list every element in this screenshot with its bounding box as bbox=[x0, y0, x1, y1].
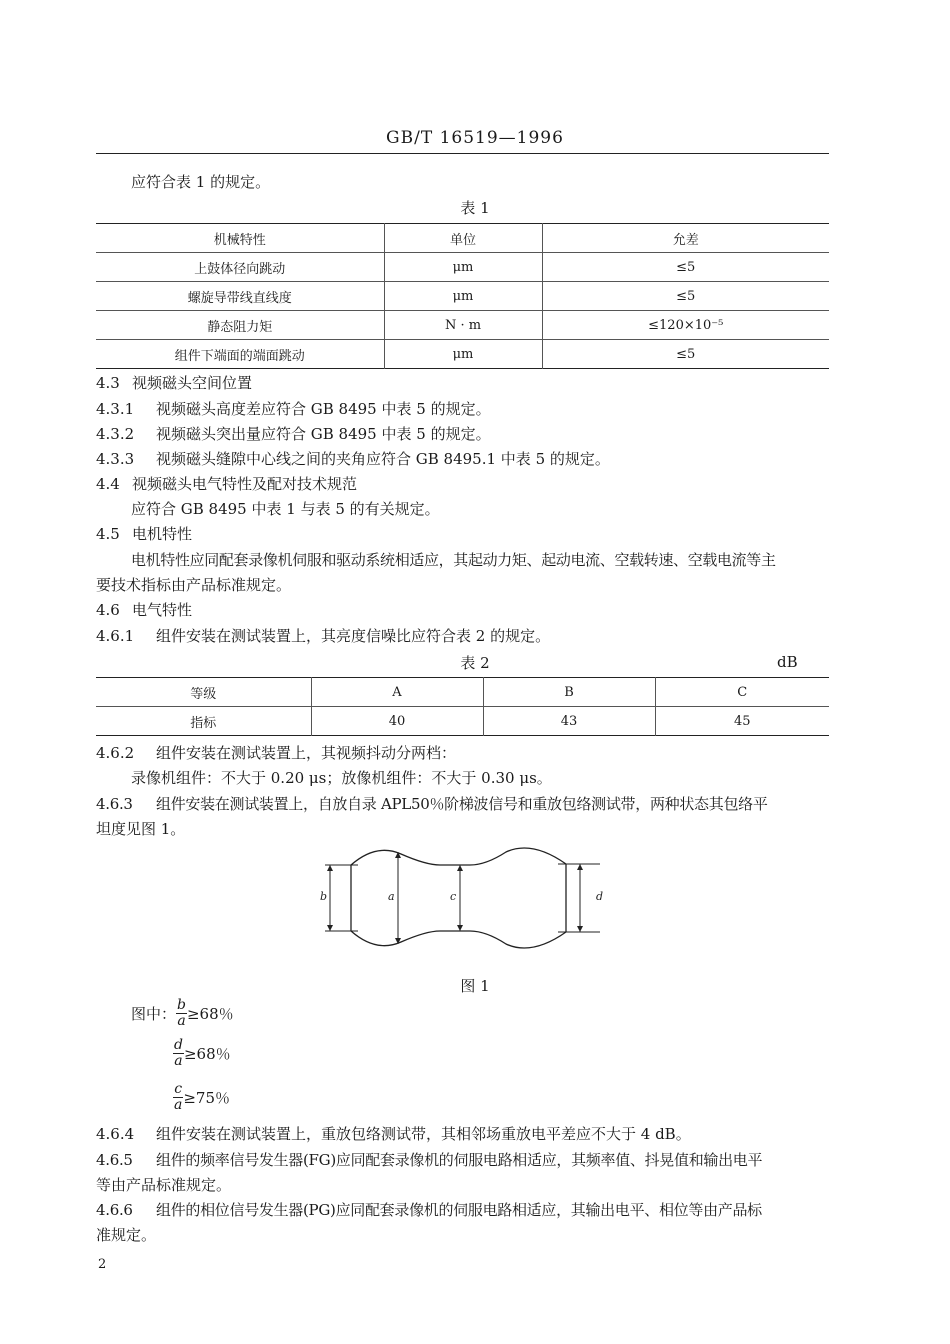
fraction bbox=[173, 1082, 183, 1113]
section-heading: 视频磁头电气特性及配对技术规范 bbox=[132, 475, 358, 493]
table1-cell: μm bbox=[384, 253, 542, 282]
section-4-3-2 bbox=[96, 424, 491, 444]
table-row bbox=[96, 282, 829, 311]
page-number: 2 bbox=[98, 1257, 107, 1272]
section-4-6-3 bbox=[96, 794, 768, 814]
section-4-5 bbox=[96, 524, 192, 544]
table1-cell: ≤5 bbox=[542, 253, 829, 282]
section-4-6-2-body: 录像机组件：不大于 0.20 μs；放像机组件：不大于 0.30 μs。 bbox=[131, 769, 552, 787]
table2-header-cell: A bbox=[311, 678, 483, 707]
table2-cell: 指标 bbox=[96, 707, 311, 736]
table1-cell: 静态阻力矩 bbox=[96, 311, 384, 340]
table2-header-cell: C bbox=[655, 678, 829, 707]
section-text: 组件的频率信号发生器(FG)应同配套录像机的伺服电路相适应，其频率值、抖晃值和输出电平 bbox=[156, 1151, 763, 1169]
formula-1 bbox=[131, 998, 234, 1029]
section-number: 4.6.4 bbox=[96, 1125, 135, 1143]
figure1-envelope-diagram bbox=[310, 838, 610, 958]
header-rule bbox=[96, 153, 829, 154]
table2-cell: 45 bbox=[655, 707, 829, 736]
section-number: 4.3 bbox=[96, 374, 120, 392]
section-text: 视频磁头缝隙中心线之间的夹角应符合 GB 8495.1 中表 5 的规定。 bbox=[156, 450, 610, 468]
table-row bbox=[96, 311, 829, 340]
section-text: 组件安装在测试装置上，重放包络测试带，其相邻场重放电平差应不大于 4 dB。 bbox=[156, 1125, 691, 1143]
table2-header-row bbox=[96, 678, 829, 707]
section-text: 组件安装在测试装置上，其视频抖动分两档： bbox=[156, 744, 457, 762]
label-b: b bbox=[320, 890, 328, 903]
section-number: 4.6 bbox=[96, 601, 120, 619]
table1-cell: ≤5 bbox=[542, 340, 829, 369]
section-4-3 bbox=[96, 373, 252, 393]
intro-line: 应符合表 1 的规定。 bbox=[131, 173, 271, 191]
fraction-numerator: b bbox=[177, 997, 186, 1013]
section-4-5-body-line2: 要技术指标由产品标准规定。 bbox=[96, 576, 292, 594]
table2-caption: 表 2 bbox=[460, 654, 490, 672]
table1-caption: 表 1 bbox=[460, 199, 490, 217]
section-4-6-5-body: 等由产品标准规定。 bbox=[96, 1176, 232, 1194]
table2-cell: 43 bbox=[483, 707, 655, 736]
table1-cell: 上鼓体径向跳动 bbox=[96, 253, 384, 282]
formula-relation: ≥68％ bbox=[183, 1045, 231, 1063]
section-text: 组件安装在测试装置上，其亮度信噪比应符合表 2 的规定。 bbox=[156, 627, 551, 645]
section-4-5-body-line1: 电机特性应同配套录像机伺服和驱动系统相适应，其起动力矩、起动电流、空载转速、空载电流等主 bbox=[131, 551, 776, 569]
section-number: 4.6.3 bbox=[96, 795, 133, 813]
table2-header-cell: 等级 bbox=[190, 686, 217, 702]
section-number: 4.6.1 bbox=[96, 627, 135, 645]
section-heading: 电气特性 bbox=[132, 601, 193, 619]
section-number: 4.6.2 bbox=[96, 744, 135, 762]
fraction-numerator: c bbox=[174, 1081, 183, 1097]
table1-header-cell: 机械特性 bbox=[213, 232, 266, 248]
section-4-4-body: 应符合 GB 8495 中表 1 与表 5 的有关规定。 bbox=[131, 500, 440, 518]
formula-prefix: 图中： bbox=[131, 1005, 177, 1023]
formula-3 bbox=[173, 1082, 230, 1113]
table1-cell: 螺旋导带线直线度 bbox=[96, 282, 384, 311]
fraction-denominator: a bbox=[177, 1013, 186, 1029]
fraction-numerator: d bbox=[174, 1037, 183, 1053]
section-4-6-6-body: 准规定。 bbox=[96, 1226, 157, 1244]
figure1-caption: 图 1 bbox=[460, 977, 490, 995]
section-number: 4.3.3 bbox=[96, 450, 135, 468]
section-number: 4.6.5 bbox=[96, 1151, 133, 1169]
envelope-outline bbox=[351, 848, 566, 948]
formula-relation: ≥75％ bbox=[183, 1089, 231, 1107]
fraction bbox=[173, 1038, 184, 1069]
table2-unit: dB bbox=[777, 653, 798, 671]
table1-cell: ≤5 bbox=[542, 282, 829, 311]
fraction bbox=[176, 998, 187, 1029]
header-title: GB/T 16519—1996 bbox=[386, 128, 564, 148]
fraction-denominator: a bbox=[174, 1053, 183, 1069]
formula-2 bbox=[173, 1038, 231, 1069]
section-number: 4.3.2 bbox=[96, 425, 135, 443]
table1-cell: N · m bbox=[384, 311, 542, 340]
table1 bbox=[96, 223, 829, 369]
section-number: 4.6.6 bbox=[96, 1201, 133, 1219]
section-text: 视频磁头高度差应符合 GB 8495 中表 5 的规定。 bbox=[156, 400, 491, 418]
table2-cell: 40 bbox=[311, 707, 483, 736]
table2-header-cell: B bbox=[483, 678, 655, 707]
section-text: 视频磁头突出量应符合 GB 8495 中表 5 的规定。 bbox=[156, 425, 491, 443]
section-4-6-3-body: 坦度见图 1。 bbox=[96, 820, 186, 838]
section-number: 4.4 bbox=[96, 475, 120, 493]
section-heading: 电机特性 bbox=[132, 525, 193, 543]
section-number: 4.5 bbox=[96, 525, 120, 543]
section-4-6-5 bbox=[96, 1150, 762, 1170]
section-text: 组件安装在测试装置上，自放自录 APL50％阶梯波信号和重放包络测试带，两种状态其包络平 bbox=[156, 795, 768, 813]
section-4-3-3 bbox=[96, 449, 610, 469]
table1-header-cell: 允差 bbox=[542, 224, 829, 253]
section-heading: 视频磁头空间位置 bbox=[132, 374, 253, 392]
section-4-6-1 bbox=[96, 626, 550, 646]
table-row bbox=[96, 340, 829, 369]
section-4-6 bbox=[96, 600, 192, 620]
section-4-6-4 bbox=[96, 1124, 691, 1144]
table1-cell: μm bbox=[384, 282, 542, 311]
fraction-denominator: a bbox=[174, 1097, 183, 1113]
section-4-6-6 bbox=[96, 1200, 762, 1220]
table1-cell: 组件下端面的端面跳动 bbox=[96, 340, 384, 369]
table-row bbox=[96, 253, 829, 282]
section-text: 组件的相位信号发生器(PG)应同配套录像机的伺服电路相适应，其输出电平、相位等由产品标 bbox=[156, 1201, 762, 1219]
label-c: c bbox=[450, 890, 457, 903]
table2 bbox=[96, 677, 829, 736]
table1-header-row bbox=[96, 224, 829, 253]
table1-cell: ≤120×10⁻⁵ bbox=[542, 311, 829, 340]
section-4-6-2 bbox=[96, 743, 456, 763]
table1-cell: μm bbox=[384, 340, 542, 369]
section-4-3-1 bbox=[96, 399, 491, 419]
table-row bbox=[96, 707, 829, 736]
label-d: d bbox=[596, 890, 604, 903]
label-a: a bbox=[388, 890, 395, 903]
section-number: 4.3.1 bbox=[96, 400, 135, 418]
formula-relation: ≥68％ bbox=[186, 1005, 234, 1023]
table1-header-cell: 单位 bbox=[384, 224, 542, 253]
section-4-4 bbox=[96, 474, 357, 494]
